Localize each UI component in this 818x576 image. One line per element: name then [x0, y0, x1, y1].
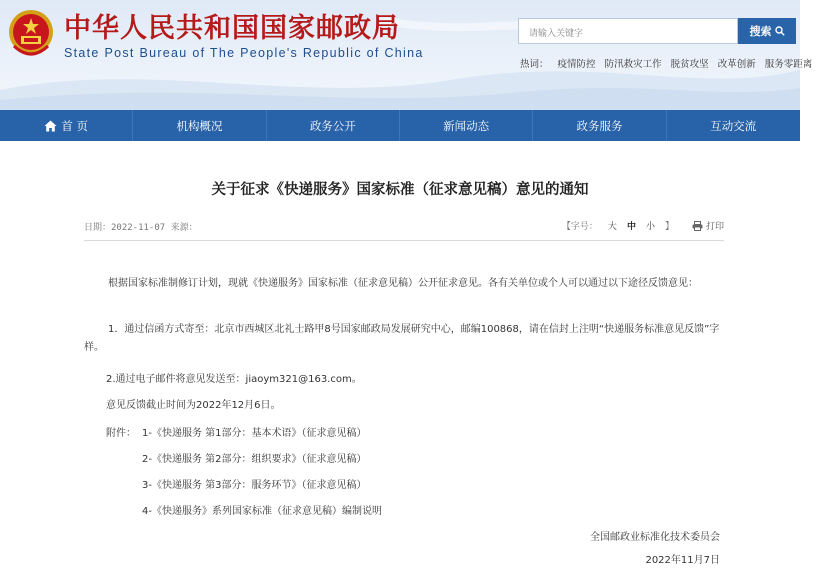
- article-tools: [562, 219, 724, 232]
- article-paragraph-email: 2.通过电子邮件将意见发送至：jiaoym321@163.com。: [106, 374, 362, 385]
- article-title: 关于征求《快递服务》国家标准（征求意见稿）意见的通知: [211, 182, 589, 198]
- nav-item-home[interactable]: [0, 110, 133, 141]
- font-size-close: 】: [664, 222, 674, 232]
- hot-link-reform[interactable]: 改革创新: [717, 59, 756, 70]
- nav-item-label: 首 页: [61, 118, 88, 133]
- attachment-link-2[interactable]: 2-《快递服务 第2部分：组织要求》（征求意见稿）: [142, 454, 367, 465]
- article-paragraph-deadline: 意见反馈截止时间为2022年12月6日。: [106, 400, 281, 411]
- hot-link-service[interactable]: 服务零距离: [764, 59, 813, 70]
- attachments-label: 附件：: [106, 428, 136, 439]
- article-paragraph-intro: 根据国家标准制修订计划，现就《快递服务》国家标准（征求意见稿）公开征求意见。各有关单位或个人可以通过以下途径反馈意见：: [108, 278, 698, 289]
- search-button[interactable]: [738, 18, 796, 44]
- print-label: 打印: [705, 222, 724, 232]
- hot-links-label: 热词：: [520, 59, 549, 70]
- article-signer: 全国邮政业标准化技术委员会: [590, 532, 720, 543]
- font-size-label: 【字号：: [561, 222, 598, 232]
- hot-link-epidemic[interactable]: 疫情防控: [557, 59, 596, 70]
- article-paragraph-mail: 1．通过信函方式寄至：北京市西城区北礼士路甲8号国家邮政局发展研究中心，邮编100868，请在信封上注明“快递服务标准意见反馈”字样。: [84, 324, 720, 353]
- nav-item-news[interactable]: 新闻动态: [400, 110, 533, 141]
- attachment-link-3[interactable]: 3-《快递服务 第3部分：服务环节》（征求意见稿）: [142, 480, 367, 491]
- attachment-link-1[interactable]: 1-《快递服务 第1部分：基本术语》（征求意见稿）: [142, 428, 367, 439]
- meta-divider: [84, 240, 724, 241]
- article-sign-date: 2022年11月7日: [645, 555, 720, 566]
- home-icon: [44, 120, 57, 132]
- site-subtitle: State Post Bureau of The People's Republic of China: [64, 46, 424, 60]
- attachment-link-4[interactable]: 4-《快递服务》系列国家标准（征求意见稿）编制说明: [142, 506, 382, 517]
- main-nav: [0, 110, 800, 141]
- search-input[interactable]: 请输入关键字: [518, 18, 738, 44]
- font-size-small[interactable]: 小: [645, 222, 655, 232]
- article-date-source: 日期：2022-11-07 来源：: [84, 223, 198, 233]
- nav-item-about[interactable]: 机构概况: [133, 110, 266, 141]
- nav-item-services[interactable]: 政务服务: [533, 110, 666, 141]
- article-meta: [84, 216, 724, 236]
- hot-links: [520, 56, 818, 70]
- nav-item-interaction[interactable]: 互动交流: [710, 118, 757, 133]
- hot-link-flood[interactable]: 防汛救灾工作: [604, 59, 662, 70]
- national-emblem-icon: [6, 6, 56, 62]
- site-header: [0, 0, 813, 110]
- printer-icon: [692, 221, 703, 231]
- nav-item-affairs[interactable]: 政务公开: [267, 110, 400, 141]
- search-icon: [775, 26, 785, 36]
- site-title[interactable]: 中华人民共和国国家邮政局: [64, 13, 400, 44]
- print-button[interactable]: [692, 219, 724, 232]
- search-button-label: 搜索: [749, 25, 772, 38]
- font-size-large[interactable]: 大: [607, 222, 617, 232]
- hot-link-poverty[interactable]: 脱贫攻坚: [670, 59, 709, 70]
- font-size-medium[interactable]: 中: [626, 222, 636, 232]
